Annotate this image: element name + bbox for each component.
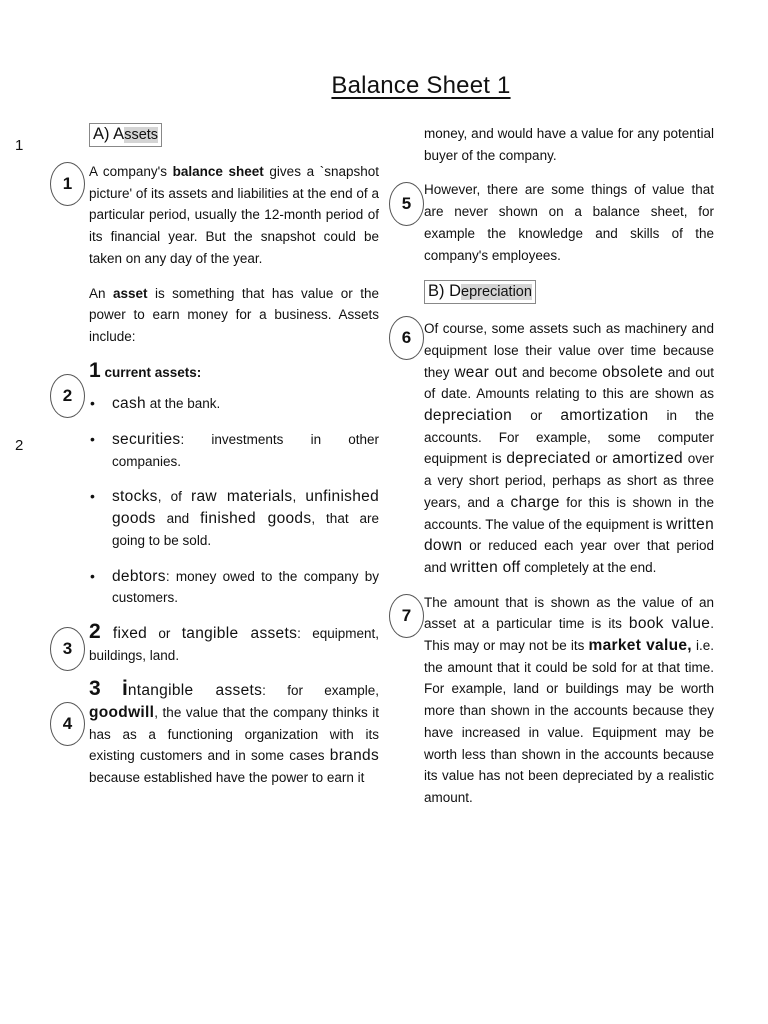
circle-marker-7: 7 (389, 594, 424, 638)
circle-marker-4: 4 (50, 702, 85, 746)
paragraph-asset-definition: An asset is something that has value or the power to earn money for a business. Assets include: (89, 285, 379, 344)
paragraph-intangible-assets: 3 intangible assets: for example, goodwill, the value that the company thinks it has as a functioning organization with its existing customers and in some cases brands because established have the power to earn it (89, 677, 379, 786)
margin-number-1: 1 (15, 137, 24, 154)
list-item: • securities: investments in other companies. (89, 429, 379, 472)
circle-marker-1: 1 (50, 162, 85, 206)
paragraph-fixed-assets: 2 fixed or tangible assets: equipment, buildings, land. (89, 619, 379, 663)
circle-marker-3: 3 (50, 627, 85, 671)
list-item: • stocks, of raw materials, unfinished goods and finished goods, that are going to be sold. (89, 486, 379, 551)
section-heading-depreciation: B) Depreciation (424, 280, 536, 304)
list-item: • cash at the bank. (89, 393, 379, 415)
section-heading-assets: A) Assets (89, 123, 162, 147)
paragraph-book-value: The amount that is shown as the value of an asset at a particular time is its book value. This may or may not be its market value, i.e. the amount that it could be sold for at that time. For example, land or buildings may be worth more than shown in the accounts because they have increased in value. Equipment may be worth less than shown in the accounts because its value has not been depreciated by a realistic amount. (424, 594, 714, 805)
circle-marker-6: 6 (389, 316, 424, 360)
page-title: Balance Sheet 1 (331, 72, 511, 99)
list-item: • debtors: money owed to the company by customers. (89, 566, 379, 609)
margin-number-2: 2 (15, 437, 24, 454)
current-assets-list (89, 393, 379, 609)
circle-marker-5: 5 (389, 182, 424, 226)
circle-marker-2: 2 (50, 374, 85, 418)
paragraph-not-shown: However, there are some things of value that are never shown on a balance sheet, for example the knowledge and skills of the company's employees. (424, 182, 714, 263)
left-column (89, 123, 379, 789)
heading-current-assets: 1 current assets: (89, 358, 202, 382)
paragraph-depreciation: Of course, some assets such as machinery and equipment lose their value over time because they wear out and become obsolete and out of date. Amounts relating to this are shown as depreciation or amortization in the accounts. For example, some computer equipment is depreciated or amortized over a very short period, perhaps as short as three years, and a charge for this is shown in the accounts. The value of the equipment is written down or reduced each year over that period and written off completely at the end. (424, 321, 714, 576)
paragraph-balance-sheet: A company's balance sheet gives a `snapshot picture' of its assets and liabilities at the end of a particular period, usually the 12-month period of its financial year. But the snapshot could be taken on any day of the year. (89, 164, 379, 266)
right-column (424, 123, 714, 809)
paragraph-continued: money, and would have a value for any potential buyer of the company. (424, 126, 714, 163)
